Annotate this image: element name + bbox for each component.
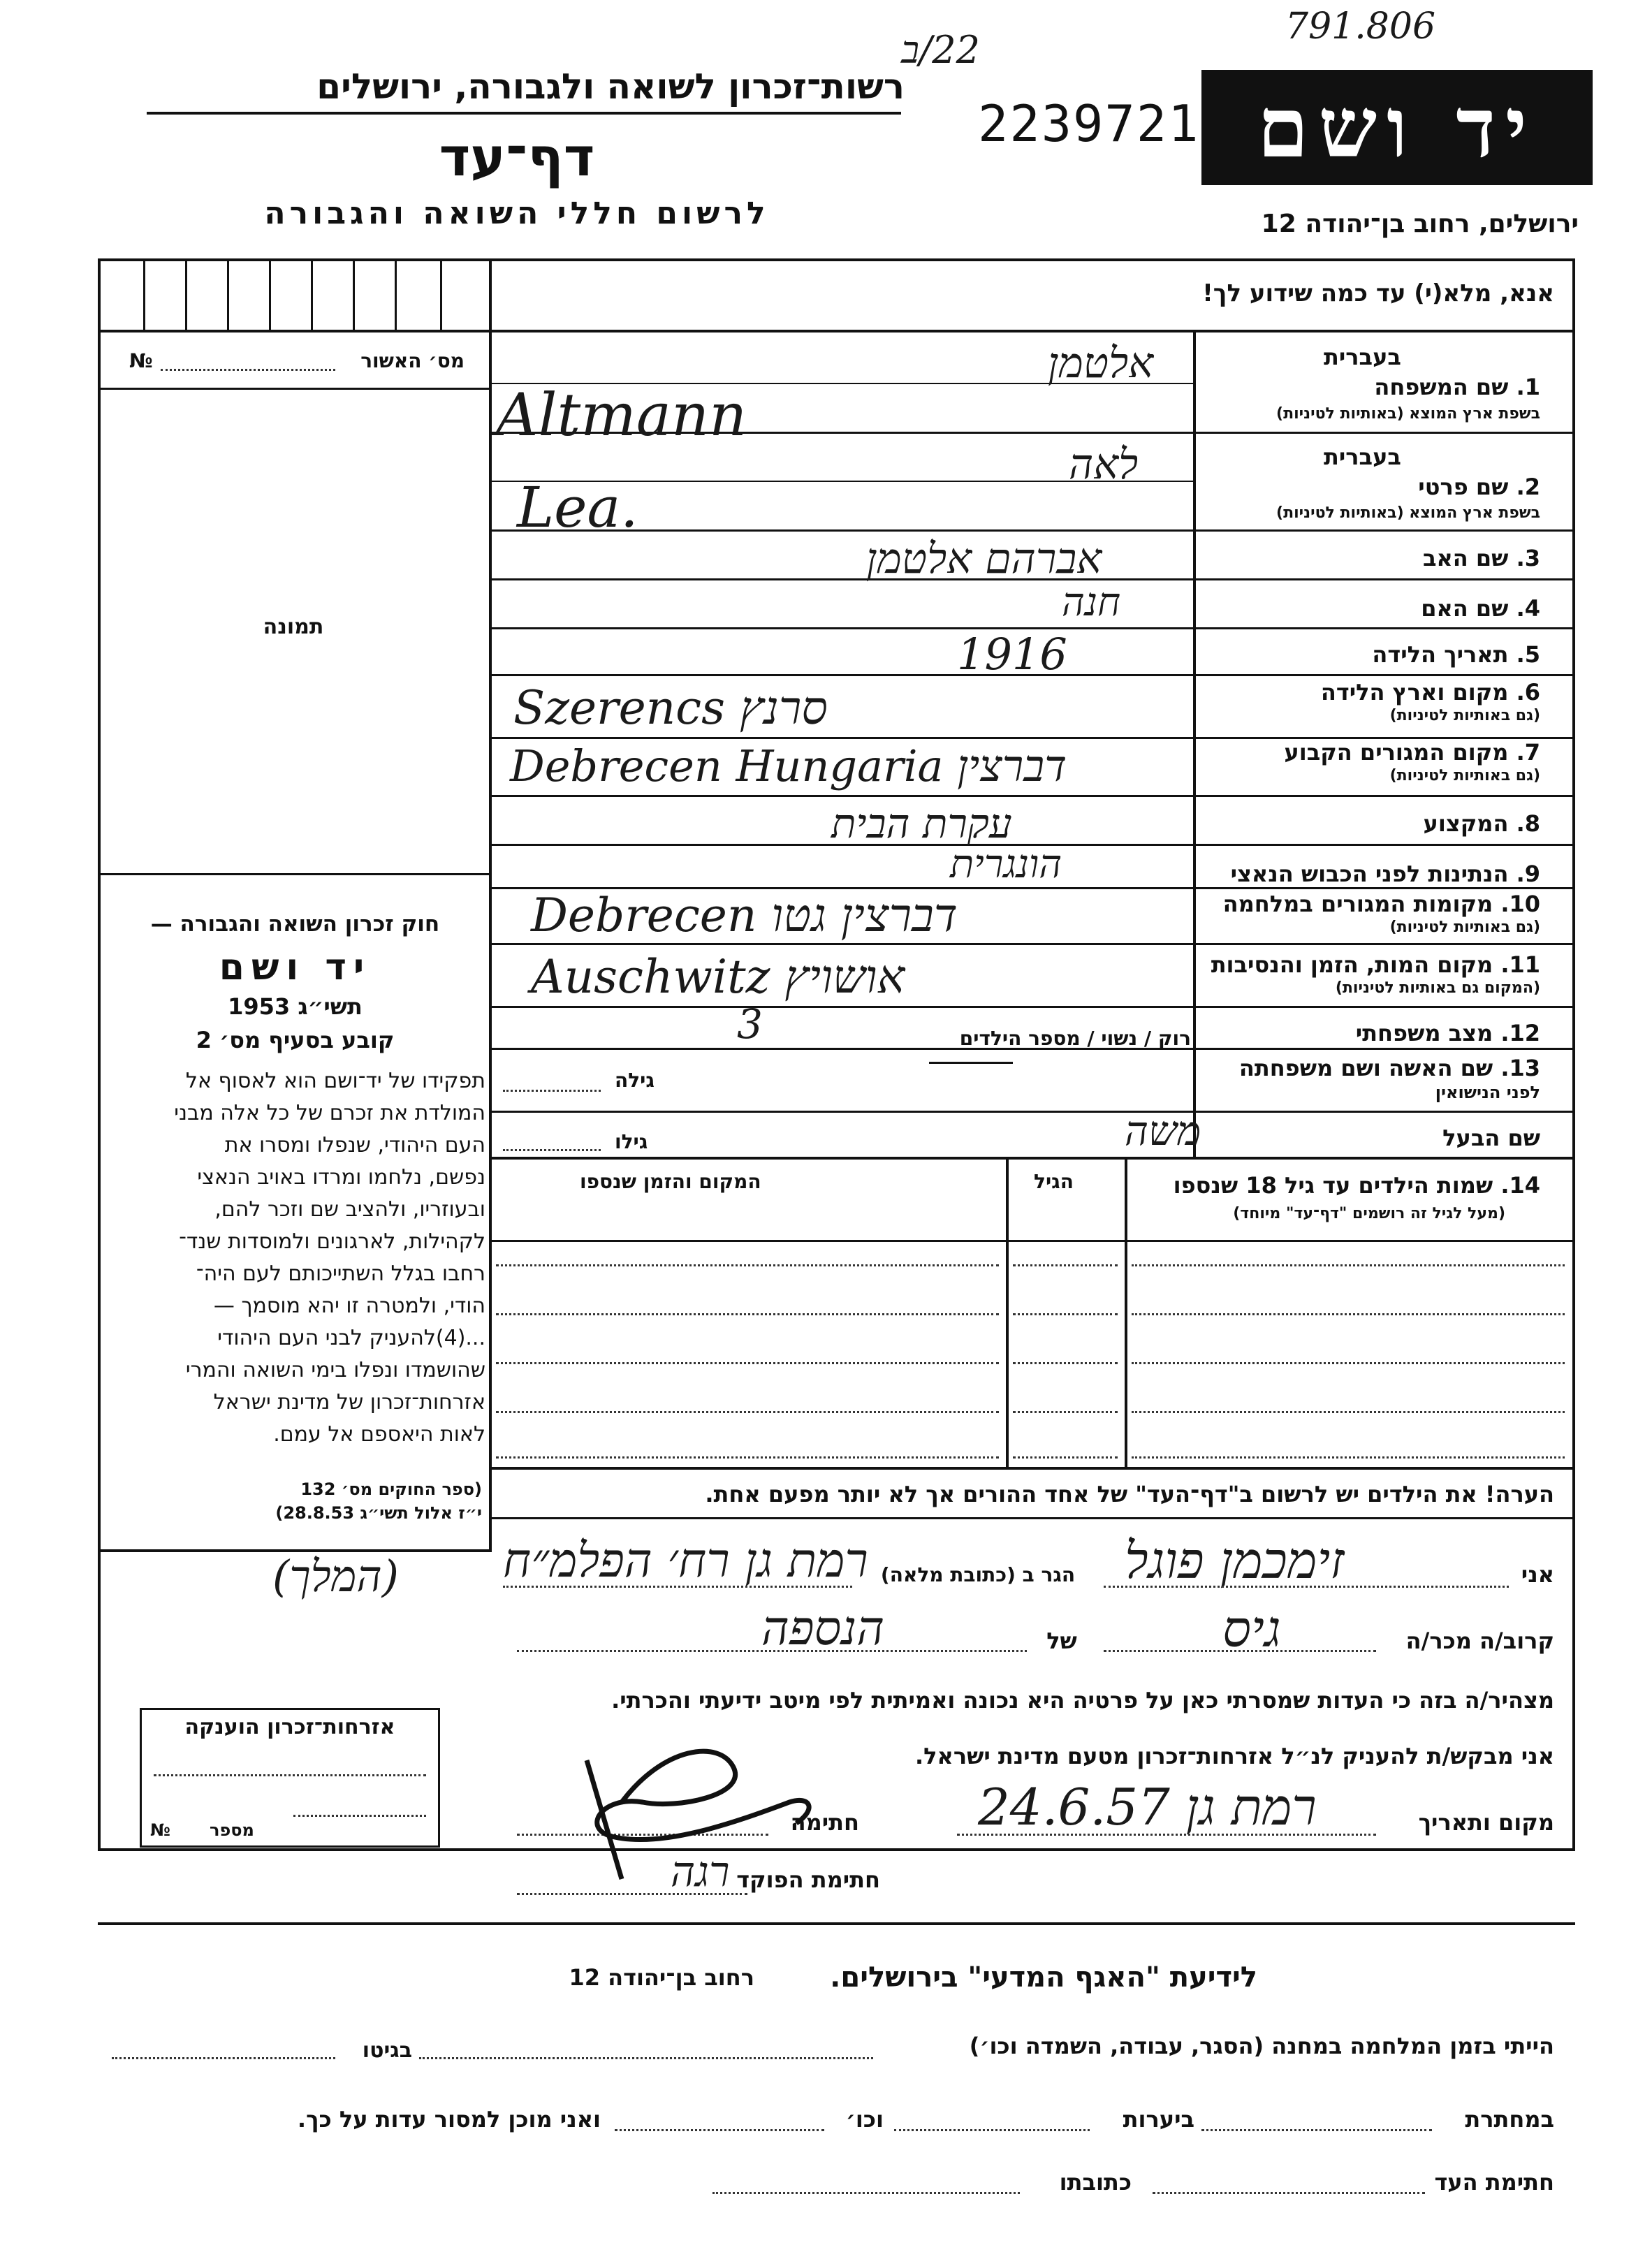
law-line: לקהילות, לארגונים ולמוסדות שנד־ [179,1229,485,1254]
f7-label: 7. מקום המגורים הקבוע [1284,739,1540,766]
declarant-address: רמת גן רח׳ הפלמ״ח [503,1533,868,1588]
footer-line3-b: כתובתו [1059,2169,1132,2195]
officer-value: רגה [671,1848,730,1896]
f14-label: 14. שמות הילדים עד גיל 18 שנספו [1173,1172,1540,1199]
yad-vashem-logo [1201,70,1593,185]
f7-value: Debrecen Hungaria דברצין [510,740,1067,791]
f1-heb-value: אלטמן [1048,339,1154,388]
f13-age-field[interactable] [503,1090,601,1092]
approval-label: מס׳ האשור [360,349,465,372]
footer-line1-b: בגיטו [362,2038,412,2063]
f5-label: 5. תאריך הלידה [1372,641,1540,668]
footer-info-title: לידיעת "האגף המדעי" בירושלים. [830,1961,1257,1994]
f5-value: 1916 [957,629,1067,680]
f1-label: 1. שם המשפחה [1374,374,1540,400]
declarant-i-label: אני [1521,1561,1554,1588]
f6-sub: (גם באותיות לטיניות) [1389,707,1540,724]
f2-heb-value: לאה [1069,440,1139,489]
declarant-name-line[interactable] [1104,1586,1509,1588]
footer-divider [98,1922,1575,1925]
law-paragraph [105,1065,485,1451]
footer-line2-c: וכו׳ [845,2106,884,2133]
photo-box-top [98,388,489,390]
f2-label: 2. שם פרטי [1418,474,1540,500]
f1-sub: בשפת ארץ המוצא (באותיות לטיניות) [1276,405,1540,423]
f13-age-label: גילה [615,1069,655,1092]
footer-line3-a: חתימת העד [1434,2169,1554,2195]
declarant-address-tail: (המלך) [272,1551,399,1602]
husband-age-label: גילו [615,1130,648,1153]
f1-heb-label: בעברית [1324,344,1401,370]
husband-age-field[interactable] [503,1149,601,1151]
top-handwritten-number: 791.806 [1285,6,1436,47]
approval-field[interactable] [161,369,335,371]
citizenship-title: אזרחות־זכרון הוענקה [184,1715,395,1739]
f14-table-bottom [489,1467,1575,1470]
of-value: הנספה [761,1601,885,1656]
f7-sub: (גם באותיות לטיניות) [1389,767,1540,784]
relative-label: קרוב/ה מכר/ה [1405,1628,1554,1654]
law-line: המולדת את זכרם של כל אלה מבני [174,1101,485,1125]
f8-label: 8. המקצוע [1423,810,1540,837]
law-name: יד ושם [219,946,372,988]
f6-label: 6. מקום וארץ הלידה [1320,679,1540,706]
law-line: נפשם, נלחמו ומרדו באויב הנאצי [197,1165,485,1190]
declarant-resides-label: הגר ב (כתובת מלאה) [880,1563,1076,1586]
f10-sub: (גם באותיות לטיניות) [1389,919,1540,936]
f2-sub: בשפת ארץ המוצא (באותיות לטיניות) [1276,504,1540,522]
f14-place-col: המקום והזמן שנספו [580,1170,761,1193]
law-footnote-1: (ספר החוקים מס׳ 132 [300,1479,482,1499]
relation-value: גיס [1222,1600,1281,1658]
husband-label: שם הבעל [1442,1125,1540,1151]
label-column-border [1193,332,1196,1157]
f14-col-b [1006,1160,1009,1467]
citizenship-number-label: מספר [210,1820,254,1840]
law-title: חוק זכרון השואה והגבורה — [150,912,440,937]
photo-label: תמונה [263,615,324,639]
citizenship-line-2[interactable] [293,1815,426,1817]
f12-label: 12. מצב משפחתי [1355,1020,1540,1046]
logo-text: יד ושם [1257,79,1537,176]
law-line: הודי, ולמטרה זו יהא מוסמך — [213,1294,485,1318]
signature-label: חתימה [790,1809,859,1836]
law-clause: קובע בסעיף מס׳ 2 [196,1027,395,1053]
handwritten-code: 22/ב [901,28,980,72]
form-purpose: לרשום חללי השואה והגבורה [264,196,770,231]
f13-sub: לפני הנישואין [1435,1083,1540,1102]
law-footnote-2: י״ז אלול תשי״ג 28.8.53) [275,1503,482,1523]
of-label: של [1046,1628,1077,1654]
f11-value: Auschwitz אושויץ [531,950,905,1004]
f6-value: Szerencs סרנץ [513,681,828,735]
footer-line2-b: ביערות [1123,2106,1194,2133]
f11-sub: (המקום גם באותיות לטיניות) [1335,979,1540,997]
law-line: שהושמדו ונפלו בימי השואה והמרי [185,1358,485,1382]
footer-line2-a: במחתרת [1465,2106,1554,2133]
declarant-name: זימכמן פוגל [1125,1531,1345,1590]
footer-line3-field-a[interactable] [1153,2192,1425,2194]
authority-name: רשות־זכרון לשואה ולגבורה, ירושלים [316,66,905,107]
f12-children: 3 [737,1000,763,1048]
of-line[interactable] [517,1650,1027,1652]
serial-number: 2239721 [978,94,1200,153]
statement-2: אני מבקש/ת להעניק לנ״ל אזרחות־זכרון מטעם מדינת ישראל. [915,1743,1554,1769]
f8-value: עקרת הבית [831,800,1012,847]
f10-value: Debrecen דברצין גטו [531,889,958,942]
footer-line1-field-b[interactable] [112,2057,335,2059]
f3-value: אברהם אלטמן [866,534,1102,583]
f10-label: 10. מקומות המגורים במלחמה [1222,891,1540,917]
citizenship-no-sign: № [150,1820,170,1840]
f13-label: 13. שם האשה ושם משפחתה [1238,1055,1540,1081]
statement-1: מצהיר/ה בזה כי העדות שמסרתי כאן על פרטיה היא נכונה ואמיתית לפי מיטב ידיעתי והכרתי. [611,1687,1554,1713]
approval-no-sign: № [129,349,153,372]
officer-label: חתימת הפוקד [736,1866,880,1893]
footer-line1-field-a[interactable] [419,2057,873,2059]
left-column-border [489,332,492,1551]
law-line: תפקידו של יד־ושם הוא לאסוף אל [185,1069,485,1093]
husband-value: משה [1125,1107,1201,1155]
f14-header-bottom [489,1240,1575,1242]
f9-label: 9. הנתינות לפני הכבוש הנאצי [1230,861,1540,887]
f11-label: 11. מקום המות, הזמן והנסיבות [1211,951,1540,978]
request-row-bottom [98,330,1575,332]
law-line: אזרחות־זכרון של מדינת ישראל [213,1390,485,1415]
footer-line3-field-b[interactable] [712,2192,1020,2194]
f14-col-a [1125,1160,1127,1467]
photo-box-bottom [98,873,489,875]
law-line: לאות היאספם אל עמם. [273,1422,485,1447]
note-row-bottom [489,1517,1575,1519]
footer-line2-field-c[interactable] [615,2129,824,2131]
place-date-label: מקום ותאריך [1418,1809,1554,1836]
form-title: דף־עד [439,126,595,188]
f2-latin-value: Lea. [517,475,638,540]
law-line: ...(4)להעניק לבני העם היהודי [217,1326,485,1350]
footer-info-address: רחוב בן־יהודה 12 [569,1964,754,1991]
relation-line[interactable] [1104,1650,1376,1652]
request-text: אנא, מלא(י) עד כמה שידוע לך! [1202,279,1554,307]
f4-value: חנה [1062,580,1121,625]
law-line: ובעוזריו, ולהציב שם וזכר להם, [214,1197,485,1222]
place-date-value: 24.6.57 רמת גן [978,1778,1317,1836]
law-line: רחבו בגלל השתייכותם לעם היה־ [196,1262,485,1286]
f14-sub: (מעל לגיל זה רושמים "דף־עד" מיוחד) [1233,1205,1505,1222]
f2-heb-label: בעברית [1324,444,1401,470]
approval-strip-divider [489,258,492,332]
citizenship-line-1[interactable] [154,1774,426,1776]
officer-line[interactable] [517,1893,747,1895]
law-year: תשי״ג 1953 [228,993,363,1020]
footer-line2-field-b[interactable] [894,2129,1090,2131]
authority-underline [147,112,901,115]
place-date-line[interactable] [957,1834,1376,1836]
note-text: הערה! את הילדים יש לרשום ב"דף־העד" של אחד ההורים אך לא יותר מפעם אחת. [705,1481,1554,1507]
f12-options: רוק / נשוי / מספר הילדים [959,1027,1191,1050]
f12-underline [929,1062,1013,1064]
law-line: העם היהודי, שנפלו ומסרו את [224,1133,485,1157]
f3-label: 3. שם האב [1422,545,1540,571]
footer-line2-field-a[interactable] [1201,2129,1432,2131]
f1-latin-value: Altmann [496,381,747,449]
footer-line1-a: הייתי בזמן המלחמה במחנה (הסגר, עבודה, השמדה וכו׳) [969,2033,1554,2059]
header-address: ירושלים, רחוב בן־יהודה 12 [1261,210,1579,238]
f4-label: 4. שם האם [1421,595,1540,622]
declarant-address-line[interactable] [503,1586,852,1588]
f9-value: הונגרית [950,842,1062,887]
footer-line2-d: ואני מוכן למסור עדות על כך. [297,2106,601,2133]
f14-age-col: הגיל [1034,1170,1074,1193]
